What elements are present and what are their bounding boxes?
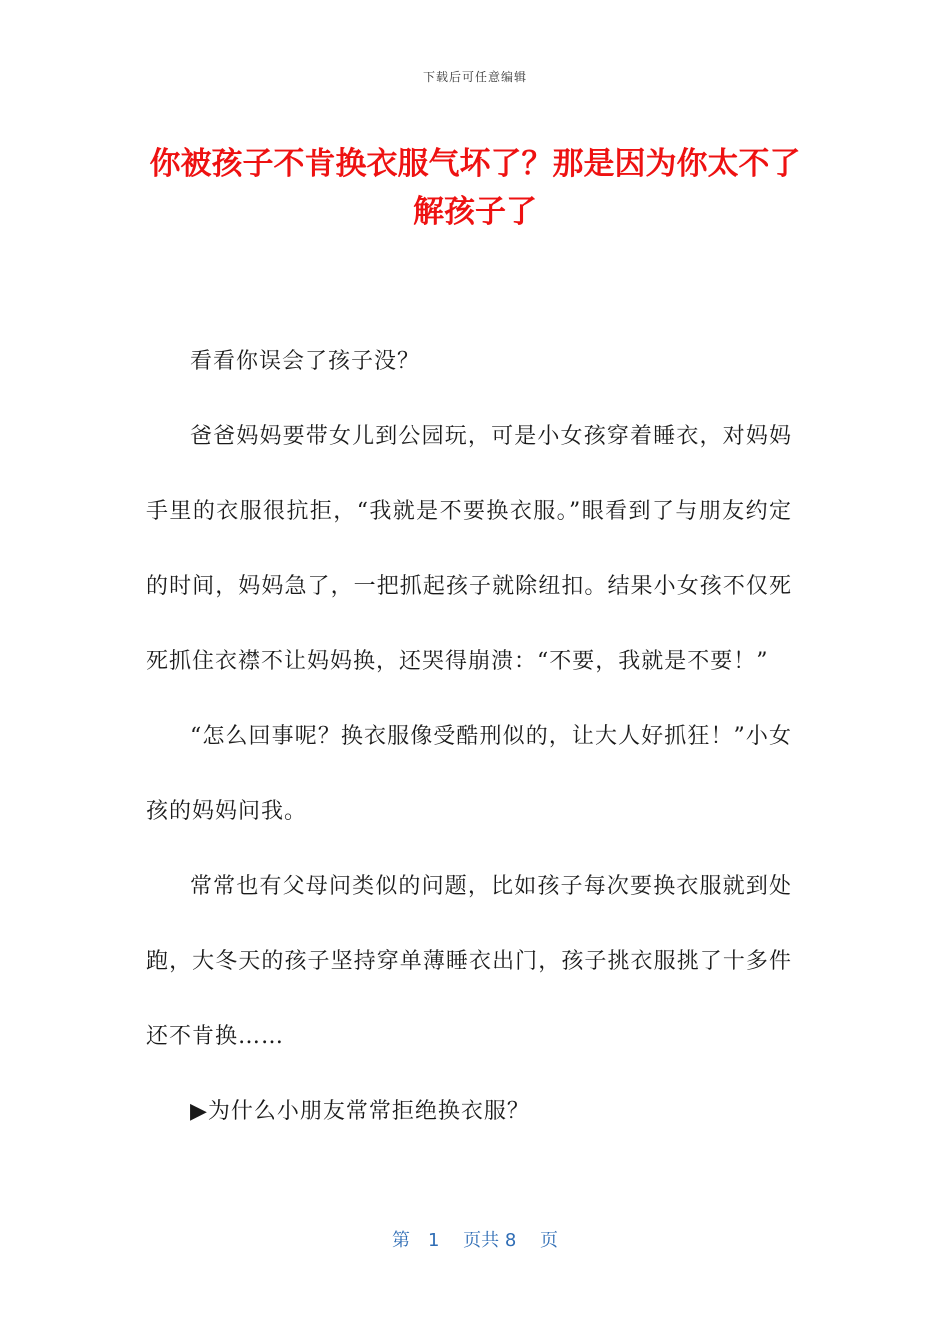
paragraph-intro: 看看你误会了孩子没？ — [190, 349, 421, 374]
document-title: 你被孩子不肯换衣服气坏了？那是因为你太不了解孩子了 — [149, 146, 801, 230]
paragraph-story: 爸爸妈妈要带女儿到公园玩，可是小女孩穿着睡衣，对妈妈手里的衣服很抗拒，“我就是不要换衣服。”眼看到了与朋友约定的时间，妈妈急了，一把抓起孩子就除纽扣。结果小女孩不仅死死抓住衣襟不让妈妈换，还哭得崩溃：“不要，我就是不要！” — [146, 424, 792, 674]
page-number: 第 1 页共 8 页 — [391, 1230, 559, 1251]
section-heading: ▶为什么小朋友常常拒绝换衣服？ — [190, 1099, 530, 1124]
header-note: 下载后可任意编辑 — [422, 70, 527, 84]
document-body — [146, 324, 792, 1149]
paragraph-examples: 常常也有父母问类似的问题，比如孩子每次要换衣服就到处跑，大冬天的孩子坚持穿单薄睡衣出门，孩子挑衣服挑了十多件还不肯换…… — [146, 874, 792, 1049]
paragraph-question: “怎么回事呢？换衣服像受酷刑似的，让大人好抓狂！”小女孩的妈妈问我。 — [146, 724, 792, 824]
